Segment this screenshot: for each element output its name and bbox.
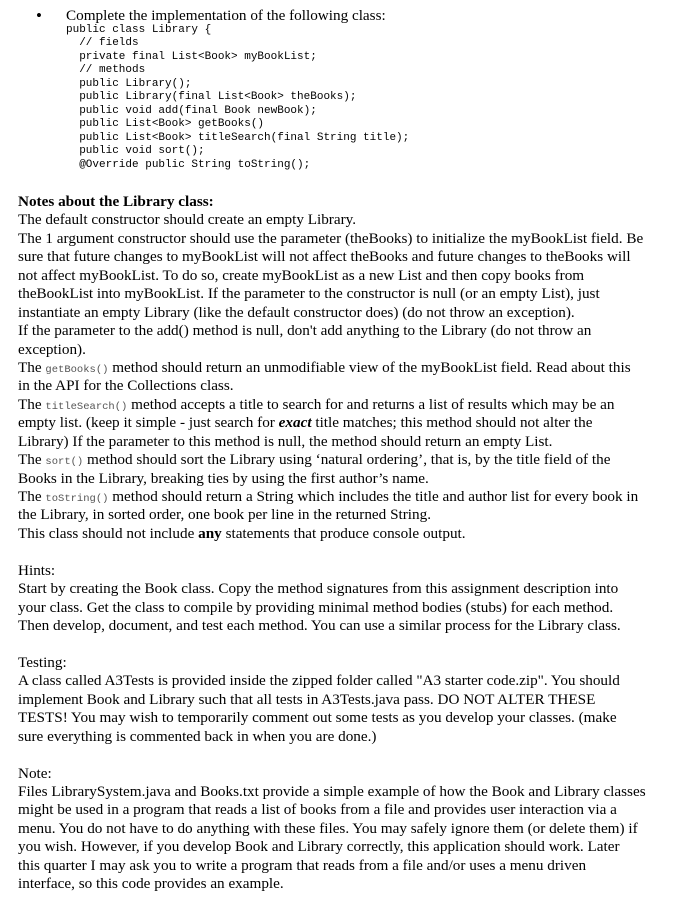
code-line: public void add(final Book newBook); [66, 104, 317, 117]
library-notes-section [18, 193, 680, 543]
notes-line-titlesearch [18, 396, 680, 414]
inline-code-titlesearch: titleSearch() [45, 400, 128, 413]
note-line: Files LibrarySystem.java and Books.txt provide a simple example of how the Book and Library classes [18, 783, 646, 800]
text-run: The [18, 358, 46, 376]
code-line: public class Library { [66, 24, 212, 36]
text-run: empty list. (keep it simple - just search for [18, 414, 279, 432]
notes-line: instantiate an empty Library (like the default constructor does) (do not throw an exception). [18, 303, 575, 321]
testing-line: implement Book and Library such that all tests in A3Tests.java pass. DO NOT ALTER THESE [18, 690, 596, 708]
testing-line: sure everything is commented back in when you are done.) [18, 727, 377, 745]
text-run: title matches; this method should not alter the [311, 414, 593, 432]
notes-line-tostring [18, 488, 680, 506]
hints-section [18, 562, 680, 636]
note-line: menu. You do not have to do anything with these files. You may safely ignore them (or delete them) if [18, 819, 638, 837]
notes-line: Books in the Library, breaking ties by using the first author’s name. [18, 469, 429, 487]
code-line: private final List<Book> myBookList; [66, 50, 317, 63]
notes-line-getbooks [18, 359, 680, 377]
notes-line: Library) If the parameter to this method is null, the method should return an empty List. [18, 432, 553, 450]
code-line: // fields [66, 37, 139, 50]
library-class-code [66, 24, 409, 172]
code-line: public List<Book> titleSearch(final String title); [66, 131, 410, 144]
hints-line: Then develop, document, and test each method. You can use a similar process for the Library class. [18, 617, 621, 635]
inline-code-sort: sort() [45, 456, 84, 469]
code-line: // methods [66, 64, 146, 77]
spacer [18, 746, 680, 764]
emphasis-any: any [198, 524, 222, 542]
notes-body [18, 193, 680, 894]
notes-line-sort [18, 451, 680, 469]
text-run: The [18, 488, 46, 505]
note-heading: Note: [18, 764, 52, 782]
code-line: @Override public String toString(); [66, 158, 311, 171]
text-run: method should return a String which includes the title and author list for every book in [108, 488, 639, 505]
note-line: this quarter I may ask you to write a program that reads from a file and/or uses a menu driven [18, 856, 587, 874]
notes-line: theBookList into myBookList. If the parameter to the constructor is null (or an empty List), just [18, 285, 600, 303]
notes-line: If the parameter to the add() method is null, don't add anything to the Library (do not throw an [18, 322, 592, 340]
testing-line: A class called A3Tests is provided inside the zipped folder called "A3 starter code.zip". You should [18, 672, 620, 690]
note-line: might be used in a program that reads a list of books from a file and provides user interaction via a [18, 801, 617, 819]
code-line: public void sort(); [66, 145, 205, 158]
text-run: method accepts a title to search for and returns a list of results which may be an [127, 395, 615, 413]
notes-line: not affect myBookList. To do so, create myBookList as a new List and then copy books from [18, 266, 585, 284]
notes-line: the Library, in sorted order, one book per line in the returned String. [18, 506, 431, 524]
task-intro: Complete the implementation of the following class: [66, 7, 386, 24]
notes-line: The 1 argument constructor should use the parameter (theBooks) to initialize the myBookList field. Be [18, 229, 644, 247]
text-run: This class should not include [18, 524, 199, 542]
hints-heading: Hints: [18, 561, 56, 579]
code-line: public Library(); [66, 77, 192, 90]
note-section [18, 765, 680, 894]
notes-heading: Notes about the Library class: [18, 193, 214, 210]
inline-code-tostring: toString() [45, 493, 109, 505]
notes-line: The default constructor should create an empty Library. [18, 211, 357, 229]
spacer [18, 636, 680, 654]
text-run: The [18, 395, 46, 413]
notes-line: exception). [18, 340, 86, 358]
hints-line: Start by creating the Book class. Copy the method signatures from this assignment description into [18, 580, 619, 598]
emphasis-exact: exact [278, 414, 312, 432]
hints-line: your class. Get the class to compile by providing minimal method bodies (stubs) for each method. [18, 598, 614, 616]
note-line: you wish. However, if you develop Book and Library correctly, this application should work. Later [18, 838, 620, 856]
code-line: public List<Book> getBooks() [66, 118, 265, 131]
note-line: interface, so this code provides an example. [18, 875, 284, 893]
bullet-marker: • [36, 6, 42, 25]
testing-heading: Testing: [18, 653, 67, 671]
text-run: method should sort the Library using ‘natural ordering’, that is, by the title field of the [83, 451, 611, 469]
testing-line: TESTS! You may wish to temporarily comment out some tests as you develop your classes. (make [18, 709, 617, 727]
notes-line: sure that future changes to myBookList will not affect theBooks and future changes to theBooks will [18, 248, 631, 266]
text-run: method should return an unmodifiable view of the myBookList field. Read about this [108, 358, 631, 376]
inline-code-getbooks: getBooks() [45, 363, 109, 376]
text-run: The [18, 451, 46, 469]
notes-line [18, 525, 680, 543]
notes-line: in the API for the Collections class. [18, 377, 234, 395]
spacer [18, 543, 680, 561]
notes-line [18, 414, 680, 432]
testing-section [18, 654, 680, 746]
code-line: public Library(final List<Book> theBooks); [66, 91, 357, 104]
text-run: statements that produce console output. [221, 524, 466, 542]
